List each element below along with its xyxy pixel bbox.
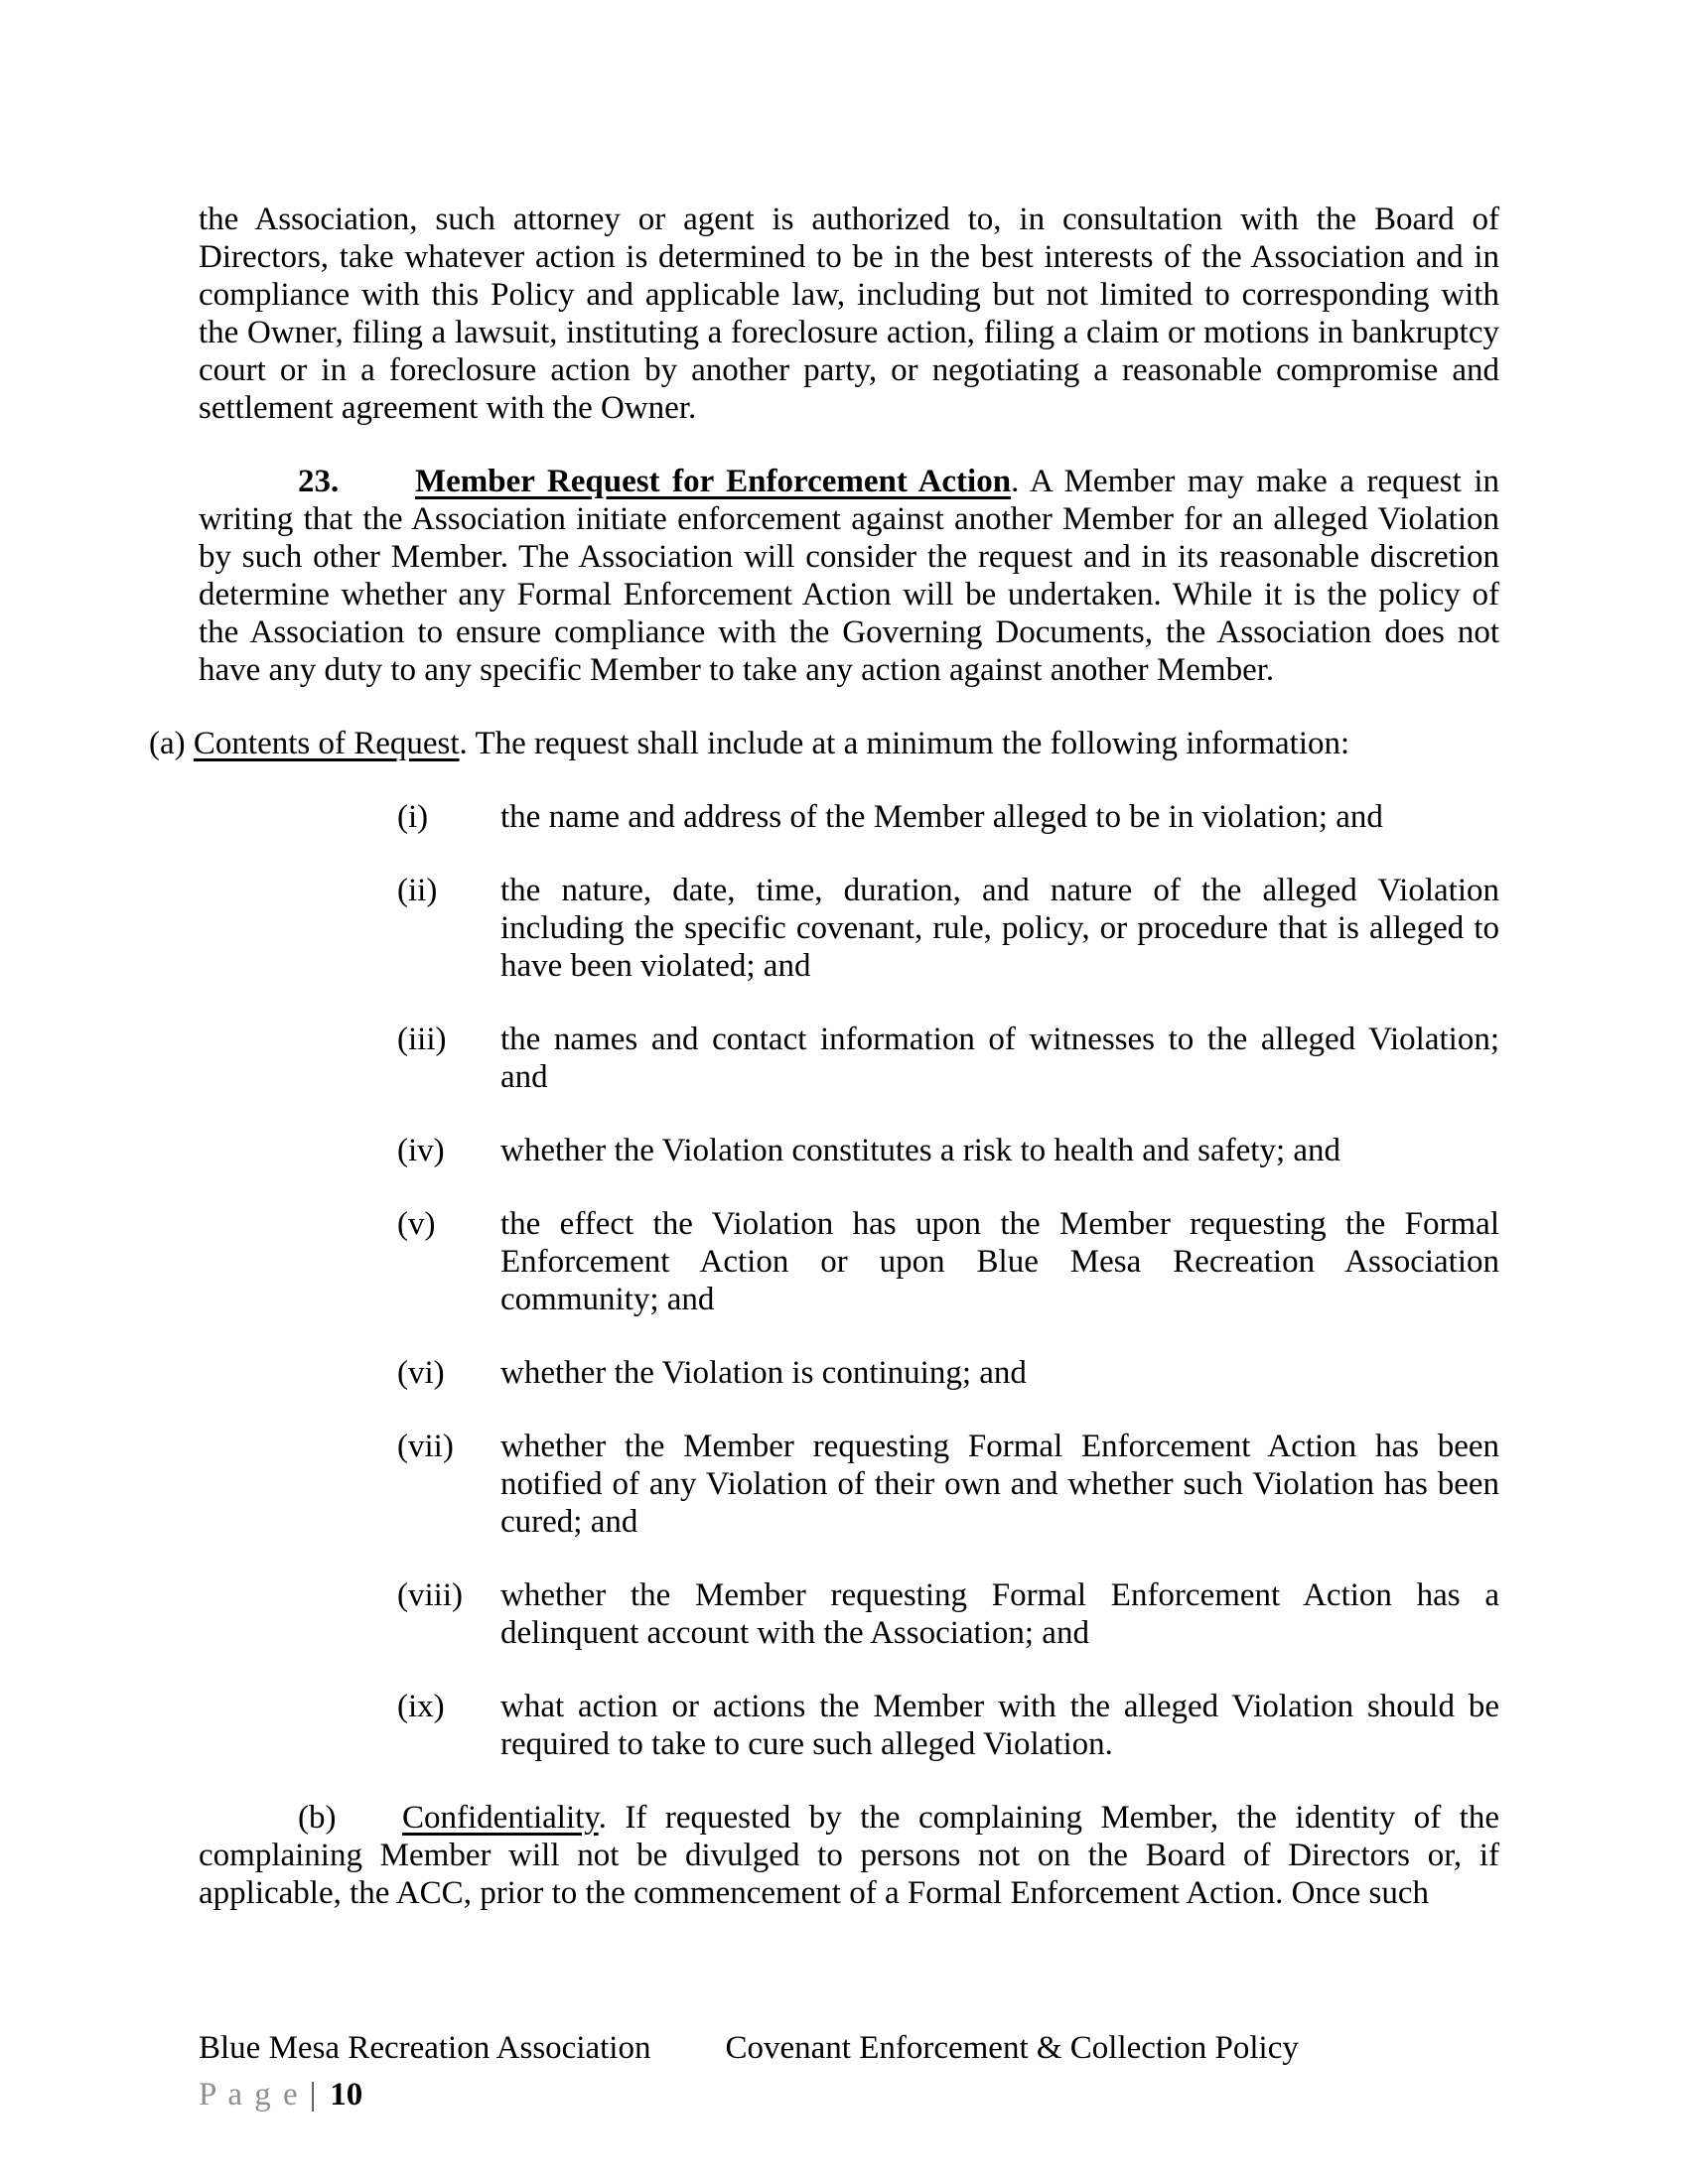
list-item-iii xyxy=(397,1021,1499,1096)
footer-page-number: 10 xyxy=(330,2077,363,2113)
section-23-text: . A Member may make a request in writing that the Association initiate enforcement against another Member for an alleged Violation by such other Member. The Association will consider the request and in its reasonable discretion determine whether any Formal Enforcement Action will be undertaken. While it is the policy of the Association to ensure compliance with the Governing Documents, the Association does not have any duty to any specific Member to take any action against another Member. xyxy=(199,464,1499,688)
list-item-text: what action or actions the Member with the alleged Violation should be required to take to cure such alleged Violation. xyxy=(500,1689,1499,1762)
list-item-label: (vi) xyxy=(397,1355,445,1391)
list-item-label: (ii) xyxy=(397,873,438,908)
footer-title-line xyxy=(199,2025,1499,2072)
continued-paragraph: the Association, such attorney or agent is authorized to, in consultation with the Board of Directors, take whatever action is determined to be in the best interests of the Association and in compliance with this Policy and applicable law, including but not limited to corresponding with the Owner, filing a lawsuit, instituting a foreclosure action, filing a claim or motions in bankruptcy court or in a foreclosure action by another party, or negotiating a reasonable compromise and settlement agreement with the Owner. xyxy=(199,202,1499,426)
list-item-label: (iii) xyxy=(397,1022,447,1057)
list-item-text: whether the Member requesting Formal Enforcement Action has been notified of any Violation of their own and whether such Violation has been cured; and xyxy=(500,1429,1499,1540)
item-b-paragraph xyxy=(199,1799,1499,1912)
footer-document-title: Covenant Enforcement & Collection Policy xyxy=(725,2030,1299,2066)
item-b-label: (b) xyxy=(298,1800,337,1836)
list-item-v xyxy=(397,1205,1499,1318)
list-item-text: whether the Violation is continuing; and xyxy=(500,1355,1027,1391)
item-a-label: (a) xyxy=(149,726,186,761)
footer-page-separator: | xyxy=(309,2077,317,2113)
item-a-text: . The request shall include at a minimum the following information: xyxy=(459,726,1350,761)
list-item-text: the nature, date, time, duration, and nature of the alleged Violation including the specific covenant, rule, policy, or procedure that is alleged to have been violated; and xyxy=(500,873,1499,984)
page-body xyxy=(149,201,1499,1948)
item-a-paragraph xyxy=(149,725,1499,762)
list-item-ii xyxy=(397,872,1499,985)
list-item-label: (viii) xyxy=(397,1577,463,1613)
list-item-label: (i) xyxy=(397,799,429,835)
list-item-text: whether the Member requesting Formal Enforcement Action has a delinquent account with the Association; and xyxy=(500,1577,1499,1651)
list-item-text: the name and address of the Member alleged to be in violation; and xyxy=(500,799,1383,835)
list-item-text: the effect the Violation has upon the Member requesting the Formal Enforcement Action or upon Blue Mesa Recreation Association community; and xyxy=(500,1206,1499,1317)
item-a-heading: Contents of Request xyxy=(193,726,460,761)
list-item-text: the names and contact information of witnesses to the alleged Violation; and xyxy=(500,1022,1499,1095)
footer-page-line xyxy=(199,2072,1499,2118)
item-b-text: . If requested by the complaining Member, the identity of the complaining Member will not be divulged to persons not on the Board of Directors or, if applicable, the ACC, prior to the commencement of a Formal Enforcement Action. Once such xyxy=(199,1800,1499,1911)
item-b-heading: Confidentiality xyxy=(402,1800,599,1836)
section-23-paragraph xyxy=(199,463,1499,689)
list-item-viii xyxy=(397,1576,1499,1652)
section-23-heading: Member Request for Enforcement Action xyxy=(415,464,1012,499)
page-footer xyxy=(199,2025,1499,2118)
section-23-number: 23. xyxy=(298,464,340,499)
footer-association-name: Blue Mesa Recreation Association xyxy=(199,2030,651,2066)
list-item-i xyxy=(397,798,1499,836)
list-item-iv xyxy=(397,1132,1499,1169)
list-item-vii xyxy=(397,1428,1499,1541)
list-item-label: (v) xyxy=(397,1206,436,1242)
list-item-ix xyxy=(397,1688,1499,1763)
footer-page-label: P a g e xyxy=(199,2077,300,2113)
list-item-label: (vii) xyxy=(397,1429,454,1464)
list-item-label: (ix) xyxy=(397,1689,445,1724)
list-item-text: whether the Violation constitutes a risk to health and safety; and xyxy=(500,1133,1341,1168)
list-item-label: (iv) xyxy=(397,1133,445,1168)
list-item-vi xyxy=(397,1354,1499,1392)
